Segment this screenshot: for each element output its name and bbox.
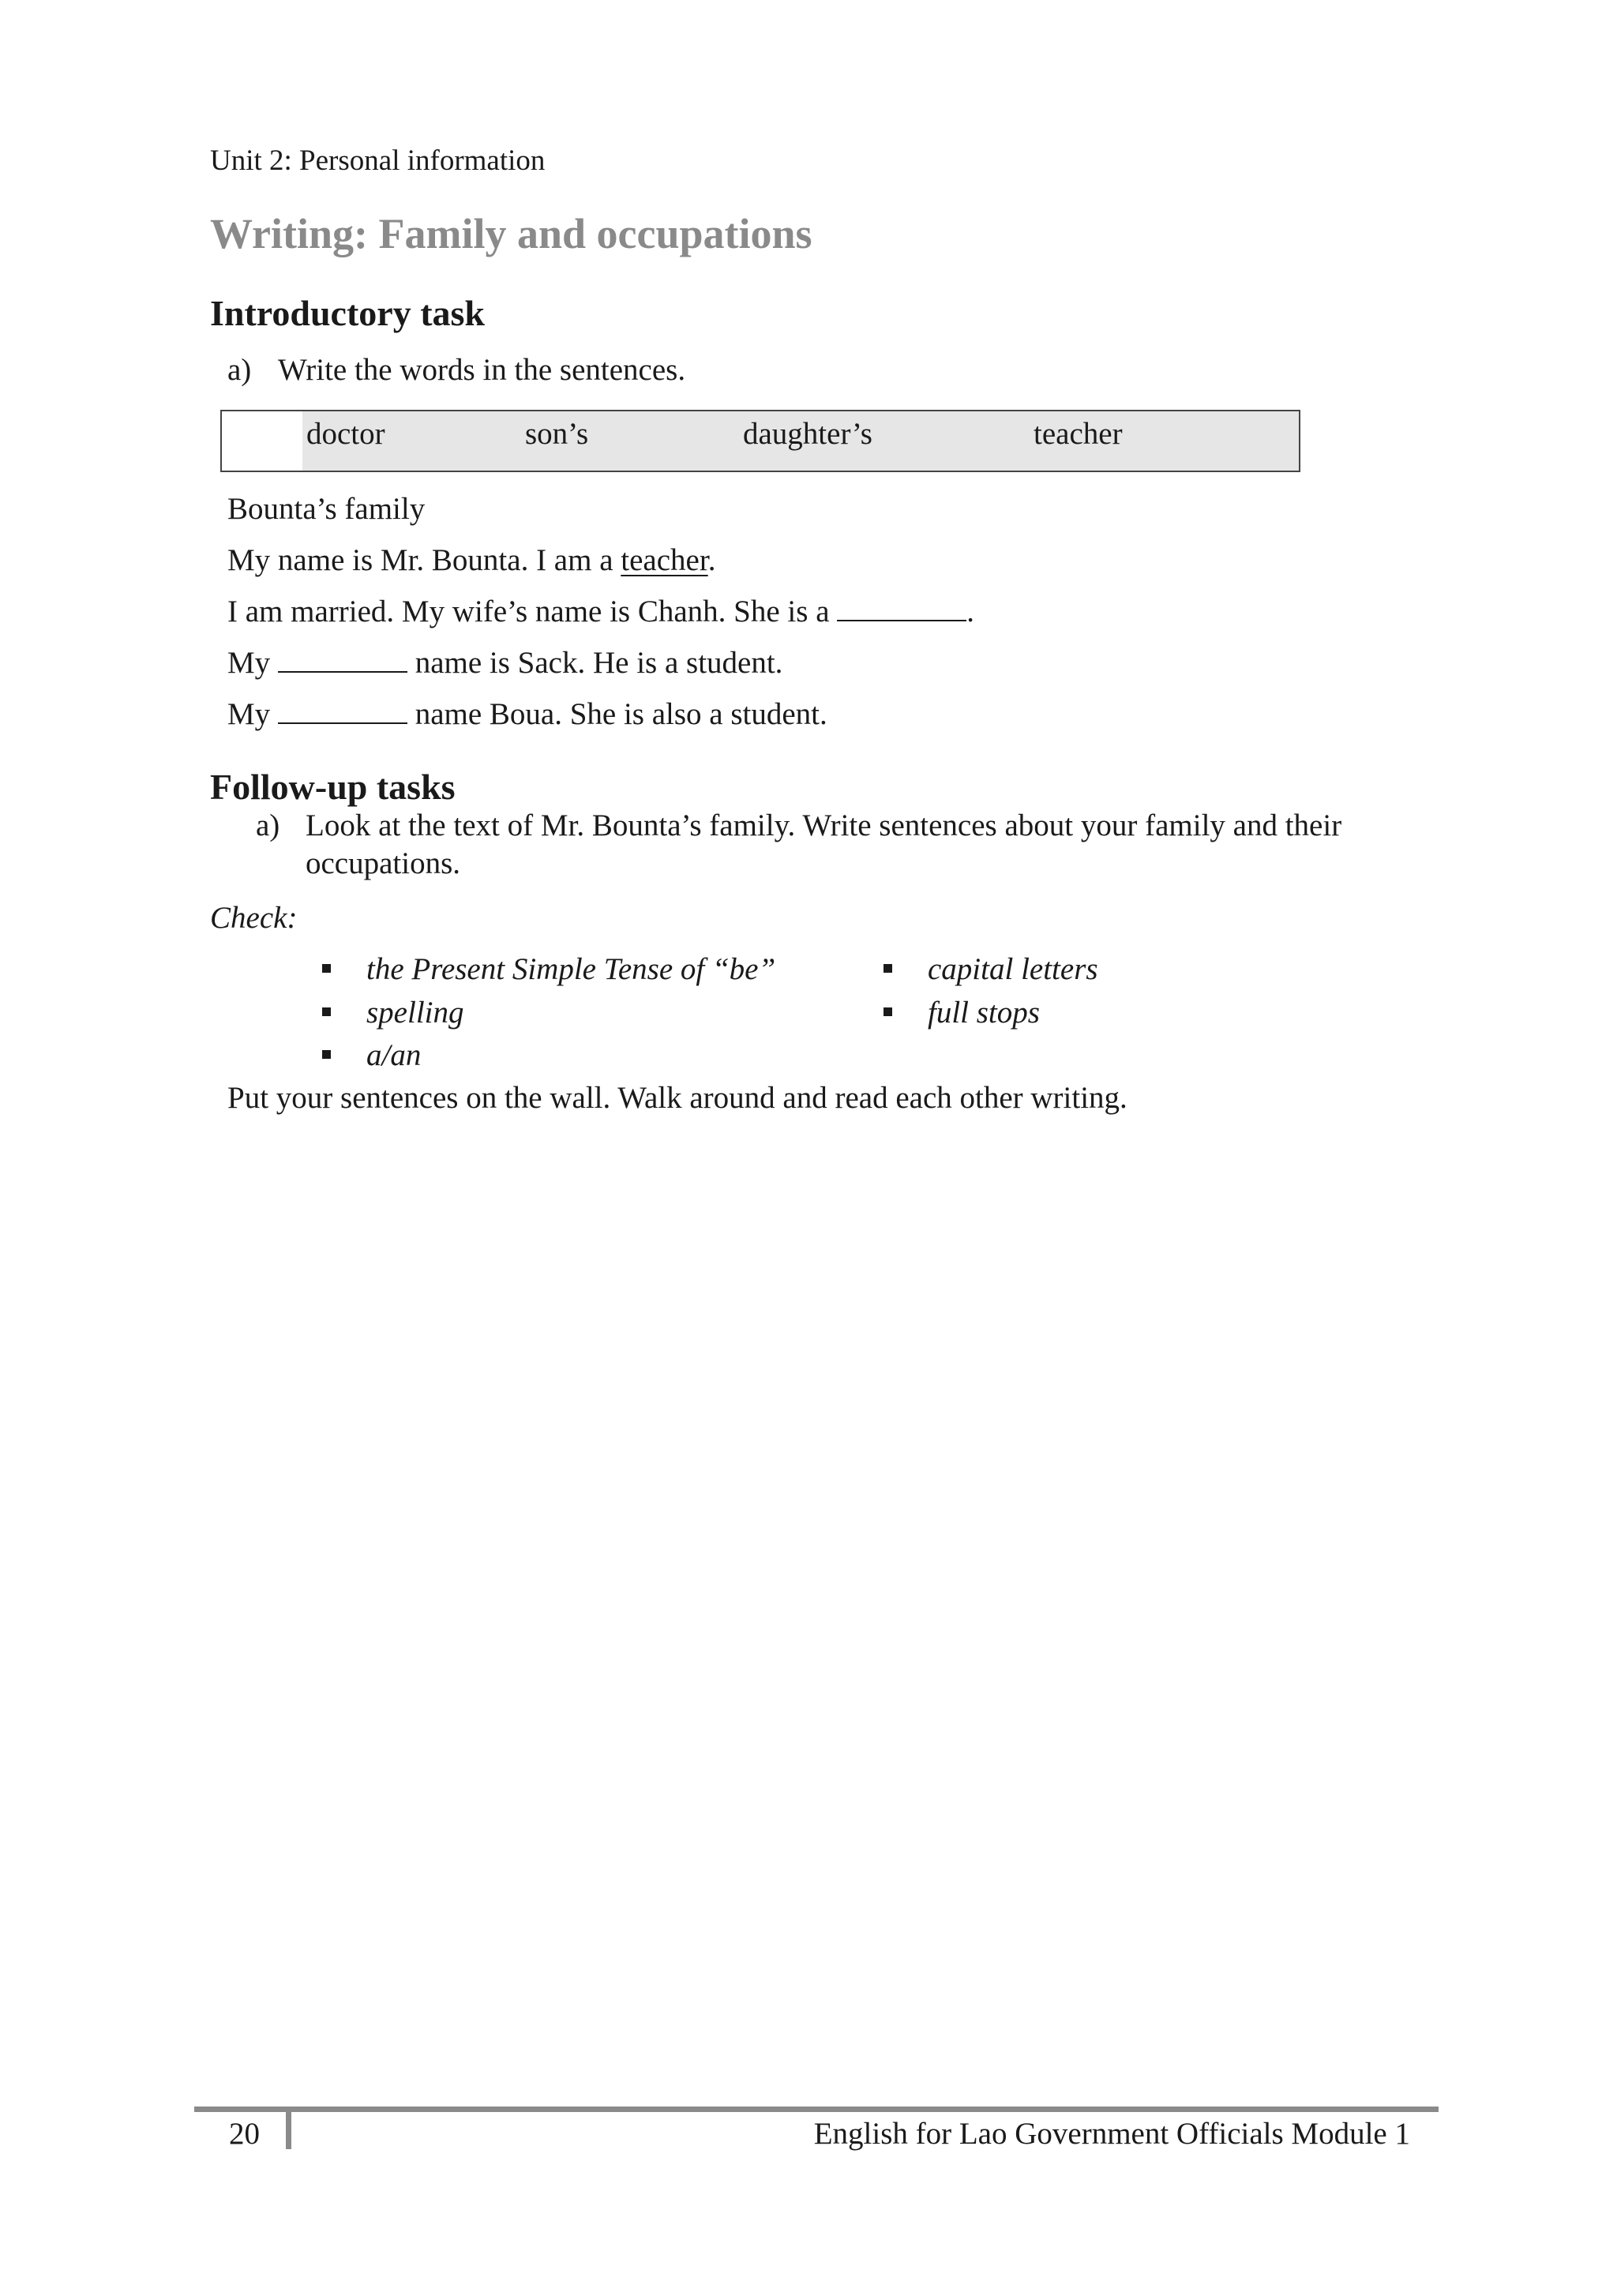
word-box-item: daughter’s [743,417,872,451]
intro-instruction-marker: a) [227,353,252,387]
intro-instruction-text: Write the words in the sentences. [278,353,686,387]
page-number: 20 [229,2117,260,2151]
example-answer: teacher [621,543,708,577]
family-line-1 [227,542,715,578]
footer-divider [286,2112,291,2149]
check-label: Check: [210,901,298,935]
family-line-4-start: My [227,697,271,731]
answer-blank[interactable] [278,646,407,673]
follow-up-item-line-2: occupations. [306,846,461,880]
family-line-1-start: My name is Mr. Bounta. I am a [227,543,613,577]
family-line-2-start: I am married. My wife’s name is Chanh. She is a [227,595,830,628]
check-item: the Present Simple Tense of “be” [366,952,776,986]
word-box-item: teacher [1034,417,1123,451]
family-line-1-end: . [707,543,716,577]
bullet-square-icon [884,964,892,973]
answer-blank[interactable] [278,697,407,724]
closing-instruction: Put your sentences on the wall. Walk around and read each other writing. [227,1081,1127,1115]
family-line-4-end: name Boua. She is also a student. [415,697,827,731]
check-item: spelling [366,996,464,1030]
bullet-square-icon [322,1050,331,1059]
bullet-square-icon [884,1007,892,1016]
word-box-item: son’s [525,417,589,451]
word-box-item: doctor [306,417,385,451]
follow-up-item-line-1: Look at the text of Mr. Bounta’s family. Write sentences about your family and their [306,808,1342,842]
word-box [220,410,1300,472]
intro-instruction [227,352,685,388]
section-title: Writing: Family and occupations [210,210,812,257]
family-line-4 [227,696,827,732]
bullet-square-icon [322,1007,331,1016]
answer-blank[interactable] [837,595,966,621]
family-line-3-end: name is Sack. He is a student. [415,646,783,680]
check-item: full stops [928,996,1040,1030]
footer-rule [194,2107,1439,2112]
introductory-task-heading: Introductory task [210,293,486,333]
family-line-3 [227,645,782,681]
follow-up-item [256,808,1341,843]
follow-up-item-marker: a) [256,808,280,842]
bullet-square-icon [322,964,331,973]
check-item: capital letters [928,952,1098,986]
family-line-2 [227,594,974,629]
footer-book-title: English for Lao Government Officials Module 1 [813,2117,1410,2151]
family-text-title: Bounta’s family [227,492,426,526]
running-header: Unit 2: Personal information [210,144,546,177]
follow-up-heading: Follow-up tasks [210,767,456,807]
family-line-3-start: My [227,646,271,680]
check-item: a/an [366,1038,422,1072]
family-line-2-end: . [966,595,974,628]
